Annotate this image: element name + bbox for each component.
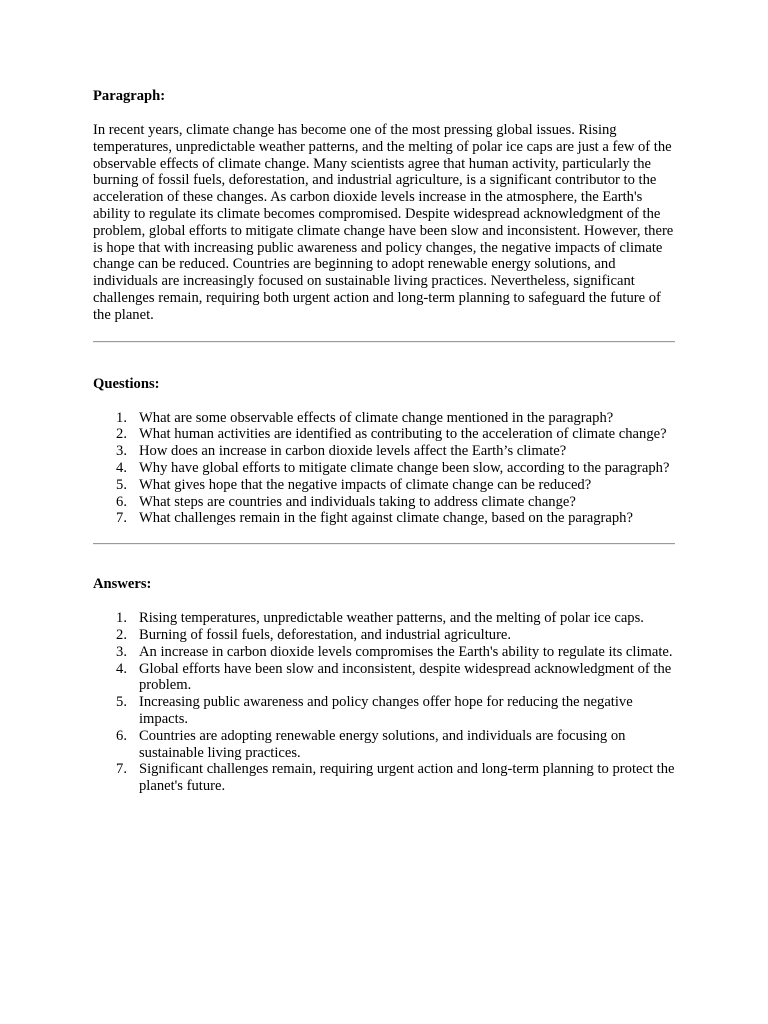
question-text: What steps are countries and individuals taking to address climate change? [139,493,576,510]
question-text: What are some observable effects of climate change mentioned in the paragraph? [139,409,614,426]
question-number: 4. [116,459,127,476]
answer-text: Burning of fossil fuels, deforestation, and industrial agriculture. [139,626,512,643]
answer-item [93,644,675,661]
question-number: 6. [116,493,127,510]
question-item [93,460,675,477]
question-number: 2. [116,426,127,443]
question-text: What human activities are identified as contributing to the acceleration of climate change? [139,426,667,443]
answer-text: Rising temperatures, unpredictable weather patterns, and the melting of polar ice caps. [139,610,644,627]
answer-item [93,694,675,728]
answer-text: Significant challenges remain, requiring urgent action and long-term planning to protect the planet's future. [139,761,675,795]
question-item [93,410,675,427]
answer-item [93,627,675,644]
question-item [93,443,675,460]
question-text: What challenges remain in the fight against climate change, based on the paragraph? [139,510,633,527]
question-item [93,426,675,443]
questions-heading: Questions: [93,375,160,392]
question-item [93,477,675,494]
answer-item [93,661,675,695]
answer-number: 1. [116,610,127,627]
paragraph-heading: Paragraph: [93,88,166,104]
answer-text: Global efforts have been slow and inconsistent, despite widespread acknowledgment of the problem. [139,660,672,694]
answer-number: 2. [116,626,127,643]
answers-heading: Answers: [93,576,152,593]
answer-number: 6. [116,727,127,744]
answers-list [93,610,675,795]
question-text: What gives hope that the negative impacts of climate change can be reduced? [139,476,592,493]
answer-number: 5. [116,694,127,711]
answer-item [93,728,675,762]
answer-number: 4. [116,660,127,677]
answer-number: 7. [116,761,127,778]
answer-item [93,761,675,795]
answer-item [93,610,675,627]
questions-list [93,410,675,528]
question-item [93,494,675,511]
paragraph-text: In recent years, climate change has become one of the most pressing global issues. Rising temperatures, unpredictable weather patterns, and the melting of polar ice caps are just a few of the observable effects of climate change. Many scientists agree that human activity, particularly the burning of fossil fuels, deforestation, and industrial agriculture, is a significant contributor to the acceleration of these changes. As carbon dioxide levels increase in the atmosphere, the Earth's ability to regulate its climate becomes compromised. Despite widespread acknowledgment of the problem, global efforts to mitigate climate change have been slow and inconsistent. However, there is hope that with increasing public awareness and policy changes, the negative impacts of climate change can be reduced. Countries are beginning to adopt renewable energy solutions, and individuals are increasingly focused on sustainable living practices. Nevertheless, significant challenges remain, requiring both urgent action and long-term planning to safeguard the future of the planet. [93,122,674,323]
answer-number: 3. [116,643,127,660]
section-divider [93,341,675,343]
answer-text: Countries are adopting renewable energy solutions, and individuals are focusing on sustainable living practices. [139,727,626,761]
section-divider [93,543,675,545]
answer-text: An increase in carbon dioxide levels compromises the Earth's ability to regulate its climate. [139,643,673,660]
question-number: 1. [116,409,127,426]
question-text: How does an increase in carbon dioxide levels affect the Earth’s climate? [139,443,567,460]
answer-text: Increasing public awareness and policy changes offer hope for reducing the negative impacts. [139,694,633,727]
document-page [93,88,675,795]
question-number: 5. [116,476,127,493]
question-number: 7. [116,510,127,527]
question-item [93,510,675,527]
question-text: Why have global efforts to mitigate climate change been slow, according to the paragraph? [139,459,670,476]
question-number: 3. [116,443,127,460]
